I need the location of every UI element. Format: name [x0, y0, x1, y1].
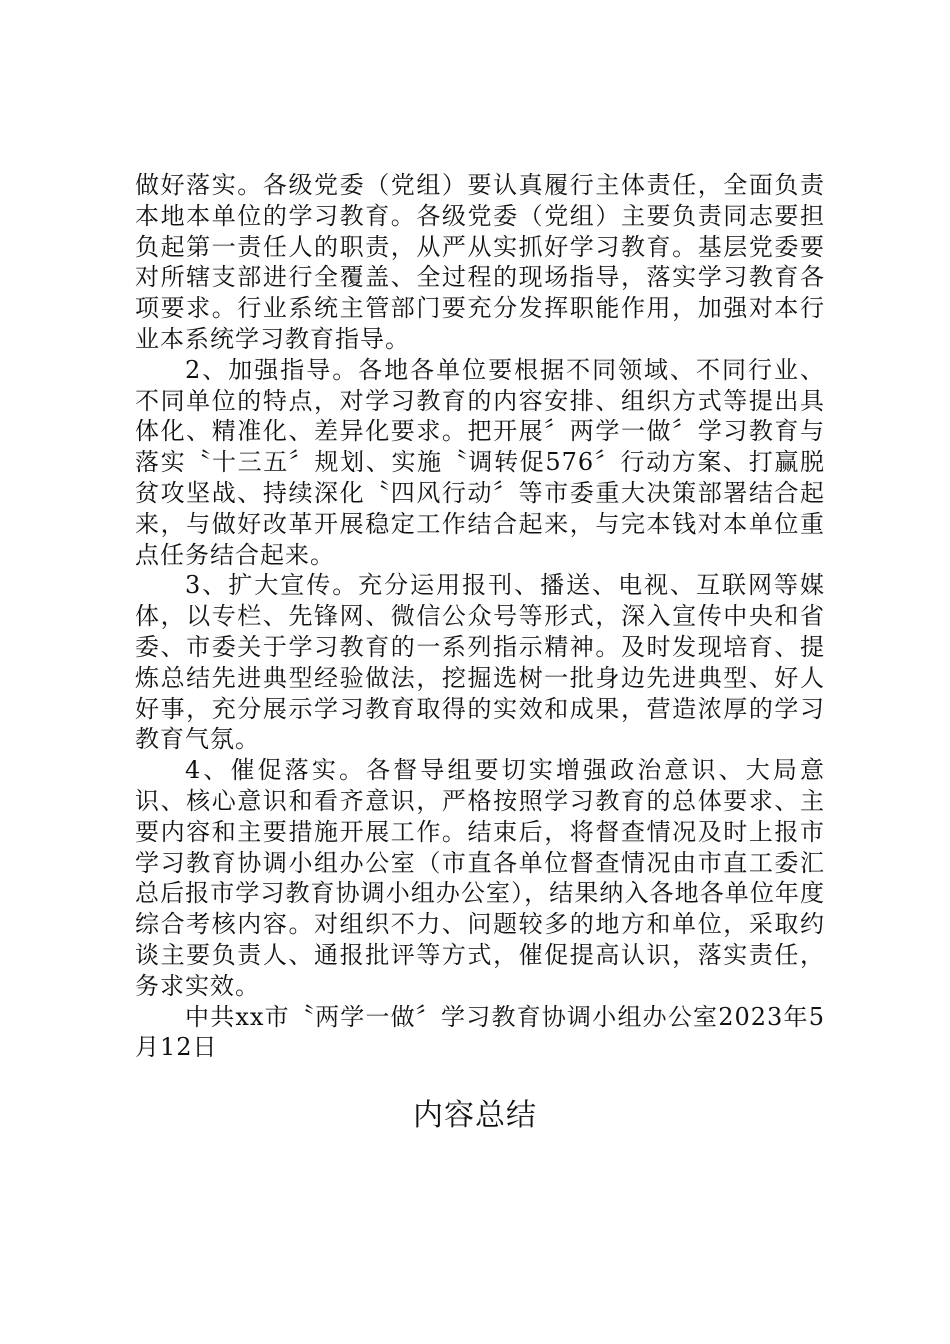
paragraph-continuation: 做好落实。各级党委（党组）要认真履行主体责任，全面负责本地本单位的学习教育。各级党委（党组）主要负责同志要担负起第一责任人的职责，从严从实抓好学习教育。基层党委要对所辖支部进行全覆盖、全过程的现场指导，落实学习教育各项要求。行业系统主管部门要充分发挥职能作用，加强对本行业本系统学习教育指导。 — [135, 171, 825, 353]
paragraph-expand-publicity: 3、扩大宣传。充分运用报刊、播送、电视、互联网等媒体，以专栏、先锋网、微信公众号等形式，深入宣传中央和省委、市委关于学习教育的一系列指示精神。及时发现培育、提炼总结先进典型经验做法，挖掘选树一批身边先进典型、好人好事，充分展示学习教育取得的实效和成果，营造浓厚的学习教育气氛。 — [135, 571, 825, 754]
summary-title: 内容总结 — [413, 1098, 537, 1133]
document-body — [135, 170, 825, 1063]
paragraph-strengthen-guidance: 2、加强指导。各地各单位要根据不同领域、不同行业、不同单位的特点，对学习教育的内容安排、组织方式等提出具体化、精准化、差异化要求。把开展〞两学一做〞学习教育与落实〝十三五〞规划、实施〝调转促576〞行动方案、打赢脱贫攻坚战、持续深化〝四风行动〞等市委重大决策部署结合起来，与做好改革开展稳定工作结合起来，与完本钱对本单位重点任务结合起来。 — [135, 355, 825, 569]
signature-date-line: 中共xx市〝两学一做〞学习教育协调小组办公室2023年5月12日 — [135, 1002, 825, 1062]
paragraph-urge-implementation: 4、催促落实。各督导组要切实增强政治意识、大局意识、核心意识和看齐意识，严格按照学习教育的总体要求、主要内容和主要措施开展工作。结束后，将督查情况及时上报市学习教育协调小组办公室（市直各单位督查情况由市直工委汇总后报市学习教育协调小组办公室），结果纳入各地各单位年度综合考核内容。对组织不力、问题较多的地方和单位，采取约谈主要负责人、通报批评等方式，催促提高认识，落实责任，务求实效。 — [135, 756, 825, 1000]
